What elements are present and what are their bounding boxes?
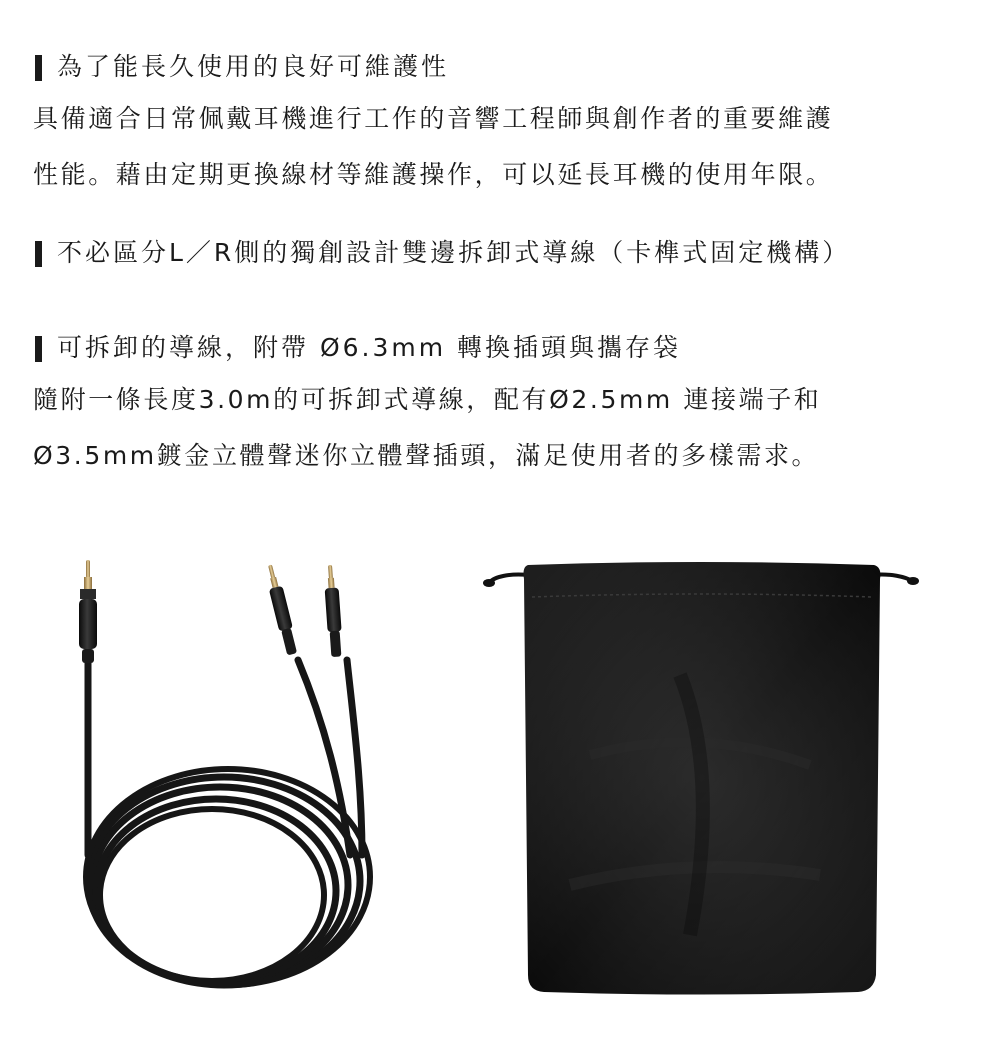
feature-body-line: 具備適合日常佩戴耳機進行工作的音響工程師與創作者的重要維護: [33, 104, 834, 133]
feature-heading: [33, 328, 973, 368]
feature-heading-text: 不必區分L／R側的獨創設計雙邊拆卸式導線（卡榫式固定機構）: [57, 238, 851, 267]
feature-maintainability: [33, 47, 973, 203]
feature-heading-text: 為了能長久使用的良好可維護性: [57, 52, 450, 81]
heading-bar-icon: [35, 241, 42, 267]
heading-bar-icon: [35, 55, 42, 81]
feature-body-line: 隨附一條長度3.0m的可拆卸式導線，配有Ø2.5mm 連接端子和: [33, 385, 822, 414]
feature-accessories: [33, 328, 973, 484]
heading-bar-icon: [35, 336, 42, 362]
feature-heading-text: 可拆卸的導線，附帶 Ø6.3mm 轉換插頭與攜存袋: [57, 333, 682, 362]
feature-body-line: Ø3.5mm鍍金立體聲迷你立體聲插頭，滿足使用者的多樣需求。: [33, 441, 820, 470]
feature-heading: [33, 233, 973, 273]
feature-body-line: 性能。藉由定期更換線材等維護操作，可以延長耳機的使用年限。: [33, 160, 834, 189]
feature-dual-detachable-cable: [33, 233, 973, 273]
feature-body: [33, 91, 973, 203]
feature-body: [33, 372, 973, 484]
feature-heading: [33, 47, 973, 87]
drawstring-pouch-icon: [480, 555, 920, 1000]
detachable-cable-icon: [70, 555, 390, 1005]
